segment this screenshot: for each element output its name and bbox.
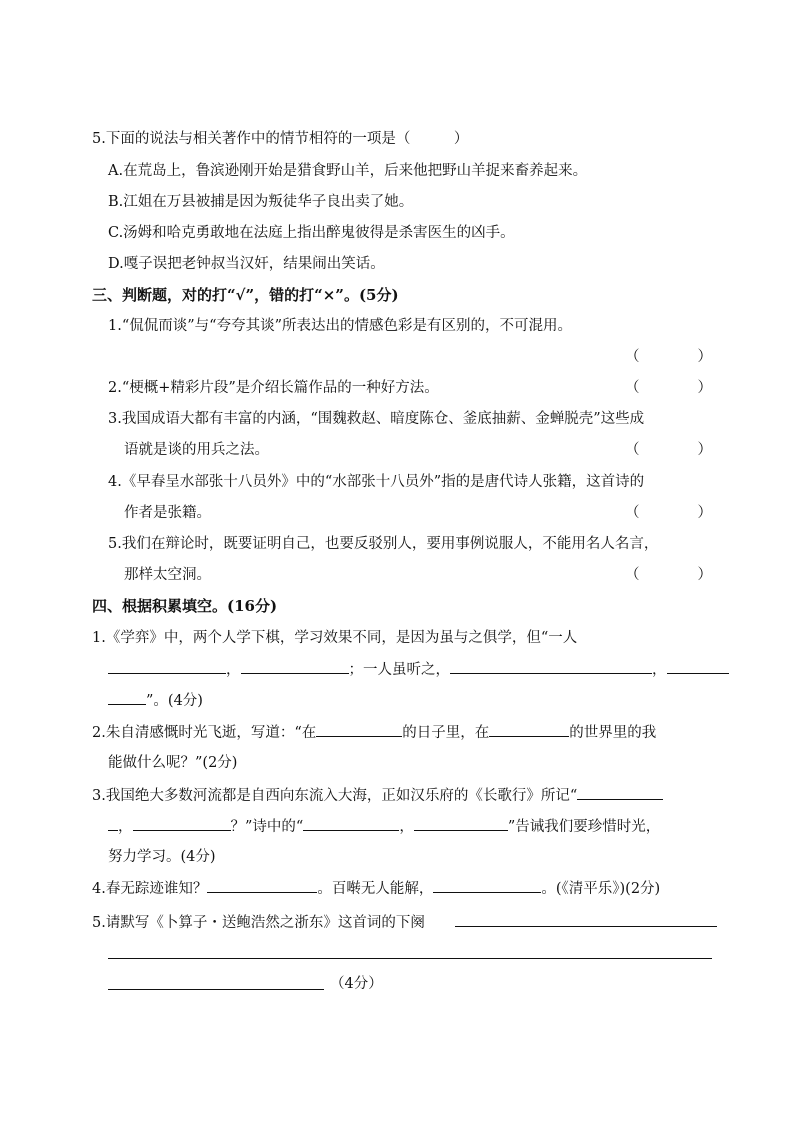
blank[interactable]	[241, 659, 349, 674]
blank[interactable]	[108, 989, 324, 990]
fill-q2-line2: 能做什么呢？”(2分)	[108, 755, 238, 771]
fill-q2: 2.朱自清感慨时光飞逝，写道：“在 的日子里，在 的世界里的我	[92, 722, 656, 743]
fill-q1-line3: ”。(4分)	[108, 690, 203, 711]
blank[interactable]	[108, 958, 712, 959]
blank[interactable]	[303, 816, 399, 831]
judge-item-2: 2.“梗概+精彩片段”是介绍长篇作品的一种好方法。	[108, 380, 439, 396]
blank[interactable]	[108, 690, 146, 705]
judge-item-5: 5.我们在辩论时，既要证明自己，也要反驳别人，要用事例说服人，不能用名人名言，	[108, 536, 659, 552]
blank[interactable]	[455, 926, 717, 927]
judge-item-4: 4.《早春呈水部张十八员外》中的“水部张十八员外”指的是唐代诗人张籍，这首诗的	[108, 474, 645, 490]
fill-q3-line2: ， ？”诗中的“ ， ”告诫我们要珍惜时光，	[108, 816, 660, 837]
judge-item-4-cont: 作者是张籍。	[124, 505, 211, 521]
fill-q5-score: （4分）	[330, 976, 383, 992]
option-b: B.江姐在万县被捕是因为叛徒华子良出卖了她。	[108, 194, 414, 210]
fill-q5: 5.请默写《卜算子・送鲍浩然之浙东》这首词的下阕	[92, 915, 425, 931]
fill-q1-line2: ， ；一人虽听之， ，	[108, 659, 729, 680]
option-a: A.在荒岛上，鲁滨逊刚开始是猎食野山羊，后来他把野山羊捉来畜养起来。	[108, 163, 588, 179]
option-d: D.嘎子误把老钟叔当汉奸，结果闹出笑话。	[108, 256, 385, 272]
blank[interactable]	[450, 659, 652, 674]
fill-q4: 4.春无踪迹谁知？ 。百啭无人能解， 。(《清平乐》)(2分)	[92, 878, 660, 899]
answer-paren-5[interactable]: （ ）	[625, 567, 712, 583]
judge-item-3: 3.我国成语大都有丰富的内涵，“围魏救赵、暗度陈仓、釜底抽薪、金蝉脱壳”这些成	[108, 411, 645, 427]
fill-q3: 3.我国绝大多数河流都是自西向东流入大海，正如汉乐府的《长歌行》所记“	[92, 785, 663, 806]
section-3-heading: 三、判断题，对的打“√”，错的打“×”。(5分)	[92, 286, 399, 304]
blank[interactable]	[108, 816, 118, 831]
blank[interactable]	[316, 722, 402, 737]
blank[interactable]	[207, 878, 317, 893]
fill-q1: 1.《学弈》中，两个人学下棋，学习效果不同，是因为虽与之俱学，但“一人	[92, 630, 578, 646]
blank[interactable]	[414, 816, 508, 831]
blank[interactable]	[108, 659, 226, 674]
answer-paren-1[interactable]: （ ）	[625, 349, 712, 365]
answer-paren-2[interactable]: （ ）	[625, 380, 712, 396]
fill-q3-line3: 努力学习。(4分)	[108, 849, 216, 865]
blank[interactable]	[433, 878, 541, 893]
judge-item-5-cont: 那样太空洞。	[124, 567, 211, 583]
answer-paren-3[interactable]: （ ）	[625, 442, 712, 458]
blank[interactable]	[133, 816, 231, 831]
question-5-stem: 5.下面的说法与相关著作中的情节相符的一项是（ ）	[92, 131, 469, 147]
option-c: C.汤姆和哈克勇敢地在法庭上指出醉鬼彼得是杀害医生的凶手。	[108, 225, 515, 241]
blank[interactable]	[577, 785, 663, 800]
judge-item-3-cont: 语就是谈的用兵之法。	[124, 442, 269, 458]
blank[interactable]	[667, 659, 729, 674]
blank[interactable]	[489, 722, 569, 737]
judge-item-1: 1.“侃侃而谈”与“夸夸其谈”所表达出的情感色彩是有区别的，不可混用。	[108, 318, 572, 334]
section-4-heading: 四、根据积累填空。(16分)	[92, 597, 278, 615]
answer-paren-4[interactable]: （ ）	[625, 505, 712, 521]
